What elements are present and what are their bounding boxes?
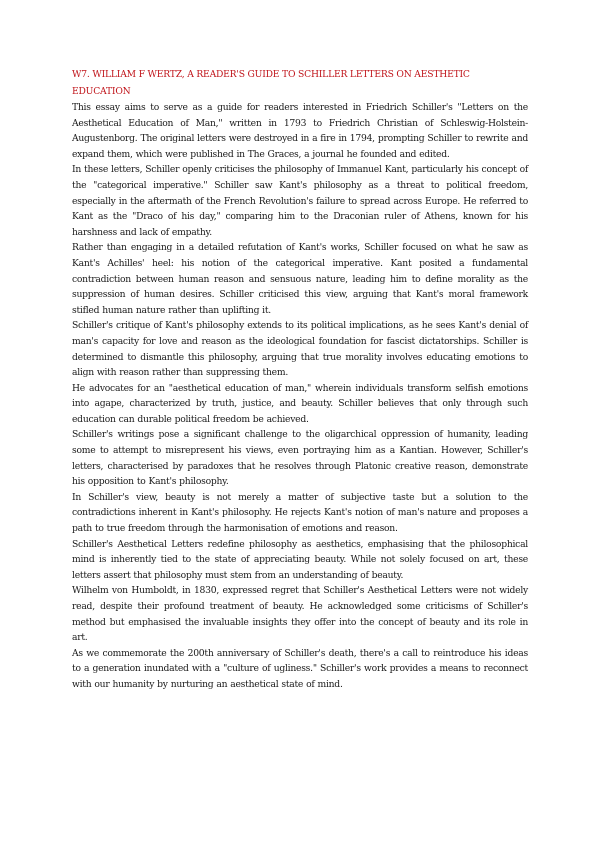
document-page bbox=[72, 66, 528, 693]
paragraph: This essay aims to serve as a guide for readers interested in Friedrich Schiller's "Letters on the Aesthetical Education of Man," written in 1793 to Friedrich Christian of Schleswig-Holstein-Augustenborg. The original letters were destroyed in a fire in 1794, prompting Schiller to rewrite and expand them, which were published in The Graces, a journal he founded and edited. bbox=[72, 102, 528, 160]
paragraph: Rather than engaging in a detailed refutation of Kant's works, Schiller focused on what he saw as Kant's Achilles' heel: his notion of the categorical imperative. Kant posited a fundamental contradiction between human reason and sensuous nature, leading him to define morality as the suppression of human desires. Schiller criticised this view, arguing that Kant's moral framework stifled human nature rather than uplifting it. bbox=[72, 242, 528, 316]
paragraph: He advocates for an "aesthetical education of man," wherein individuals transform selfish emotions into agape, characterized by truth, justice, and beauty. Schiller believes that only through such education can durable political freedom be achieved. bbox=[72, 382, 528, 425]
paragraph: Wilhelm von Humboldt, in 1830, expressed regret that Schiller's Aesthetical Letters were not widely read, despite their profound treatment of beauty. He acknowledged some criticisms of Schiller's method but emphasised the invaluable insights they offer into the concept of beauty and its role in art. bbox=[72, 585, 528, 644]
paragraph: Schiller's writings pose a significant challenge to the oligarchical oppression of humanity, leading some to attempt to misrepresent his views, even portraying him as a Kantian. However, Schiller's letters, characterised by paradoxes that he resolves through Platonic creative reason, demonstrate his opposition to Kant's philosophy. bbox=[72, 429, 528, 488]
document-title: W7. WILLIAM F WERTZ, A READER'S GUIDE TO SCHILLER LETTERS ON AESTHETIC EDUCATION bbox=[72, 69, 470, 97]
paragraph: Schiller's Aesthetical Letters redefine philosophy as aesthetics, emphasising that the philosophical mind is inherently tied to the state of appreciating beauty. While not solely focused on art, these letters assert that philosophy must stem from an understanding of beauty. bbox=[72, 538, 528, 581]
paragraph: In Schiller's view, beauty is not merely a matter of subjective taste but a solution to the contradictions inherent in Kant's philosophy. He rejects Kant's notion of man's nature and proposes a path to true freedom through the harmonisation of emotions and reason. bbox=[72, 491, 528, 535]
document-body bbox=[72, 100, 528, 693]
paragraph: As we commemorate the 200th anniversary of Schiller's death, there's a call to reintroduce his ideas to a generation inundated with a "culture of ugliness." Schiller's work provides a means to reconnect with our humanity by nurturing an aesthetical state of mind. bbox=[72, 647, 528, 690]
paragraph: In these letters, Schiller openly criticises the philosophy of Immanuel Kant, particularly his concept of the "categorical imperative." Schiller saw Kant's philosophy as a threat to political freedom, especially in the aftermath of the French Revolution's failure to spread across Europe. He referred to Kant as the "Draco of his day," comparing him to the Draconian ruler of Athens, known for his harshness and lack of empathy. bbox=[72, 164, 528, 238]
paragraph: Schiller's critique of Kant's philosophy extends to its political implications, as he sees Kant's denial of man's capacity for love and reason as the ideological foundation for fascist dictatorships. Schiller is determined to dismantle this philosophy, arguing that true morality involves educating emotions to align with reason rather than suppressing them. bbox=[72, 320, 528, 379]
